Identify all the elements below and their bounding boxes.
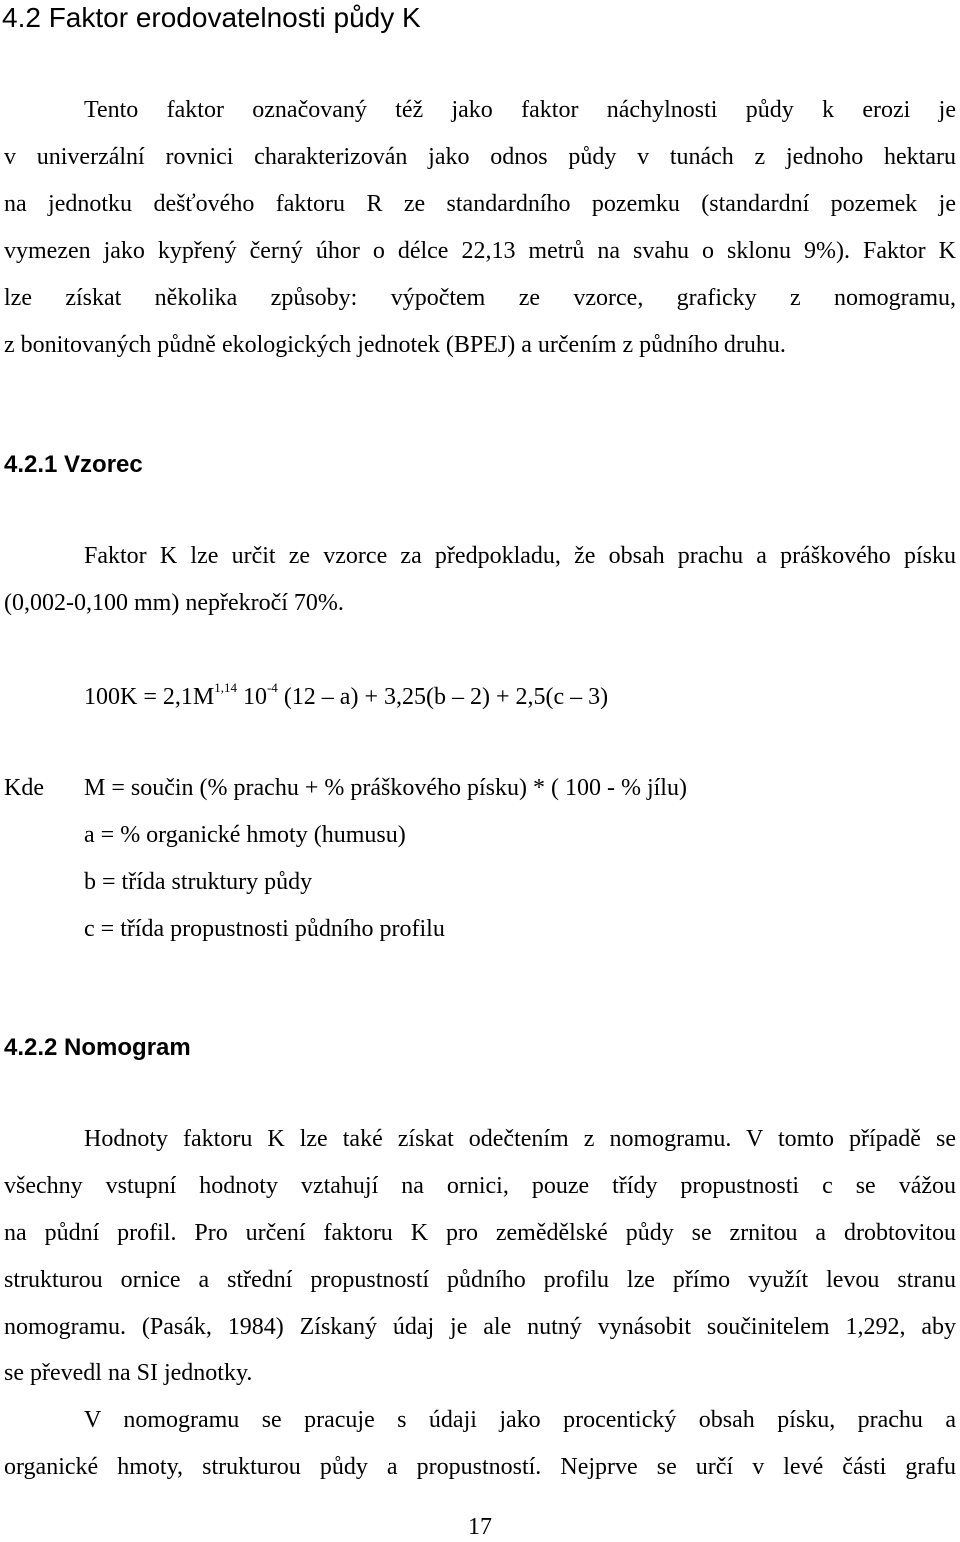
formula-part-3: (12 – a) + 3,25(b – 2) + 2,5(c – 3) <box>277 684 609 710</box>
nomogram-line-4: strukturou ornice a střední propustností půdního profilu lze přímo využít levou stranu <box>4 1267 956 1293</box>
subsection-title-vzorec: 4.2.1 Vzorec <box>4 451 143 478</box>
nomogram-line-2: všechny vstupní hodnoty vztahují na ornici, pouze třídy propustnosti c se vážou <box>4 1173 956 1199</box>
section-heading: 4.2 Faktor erodovatelnosti půdy K <box>2 2 421 33</box>
vzorec-text-line-2: (0,002-0,100 mm) nepřekročí 70%. <box>4 590 344 616</box>
formula-exponent-1: 1,14 <box>214 680 237 695</box>
intro-line-4: vymezen jako kypřený černý úhor o délce 22,13 metrů na svahu o sklonu 9%). Faktor K <box>4 238 956 264</box>
definition-b: b = třída struktury půdy <box>84 869 313 895</box>
nomogram-line-6: se převedl na SI jednotky. <box>4 1360 253 1386</box>
vzorec-text-line-1: Faktor K lze určit ze vzorce za předpokladu, že obsah prachu a práškového písku <box>84 543 956 569</box>
formula <box>84 682 608 712</box>
intro-line-1: Tento faktor označovaný též jako faktor náchylnosti půdy k erozi je <box>84 97 956 123</box>
formula-exponent-2: -4 <box>266 680 278 695</box>
nomogram-line-8: organické hmoty, strukturou půdy a propustností. Nejprve se určí v levé části grafu <box>4 1454 956 1480</box>
intro-line-5: lze získat několika způsoby: výpočtem ze vzorce, graficky z nomogramu, <box>4 285 956 311</box>
intro-line-2: v univerzální rovnici charakterizován jako odnos půdy v tunách z jednoho hektaru <box>4 144 956 170</box>
nomogram-line-5: nomogramu. (Pasák, 1984) Získaný údaj je ale nutný vynásobit součinitelem 1,292, aby <box>4 1314 956 1340</box>
definition-c: c = třída propustnosti půdního profilu <box>84 916 445 942</box>
where-label: Kde <box>4 775 44 801</box>
formula-part-2: 10 <box>236 684 267 710</box>
nomogram-line-7: V nomogramu se pracuje s údaji jako procentický obsah písku, prachu a <box>84 1407 956 1433</box>
definition-m: M = součin (% prachu + % práškového písku) * ( 100 - % jílu) <box>84 775 687 801</box>
intro-line-3: na jednotku dešťového faktoru R ze standardního pozemku (standardní pozemek je <box>4 191 956 217</box>
formula-part-1: 100K = 2,1M <box>84 684 215 710</box>
definition-a: a = % organické hmoty (humusu) <box>84 822 406 848</box>
intro-line-6: z bonitovaných půdně ekologických jednotek (BPEJ) a určením z půdního druhu. <box>4 332 786 358</box>
nomogram-line-1: Hodnoty faktoru K lze také získat odečtením z nomogramu. V tomto případě se <box>84 1126 956 1152</box>
nomogram-line-3: na půdní profil. Pro určení faktoru K pro zemědělské půdy se zrnitou a drobtovitou <box>4 1220 956 1246</box>
subsection-title-nomogram: 4.2.2 Nomogram <box>4 1034 191 1061</box>
page-number: 17 <box>468 1514 492 1540</box>
